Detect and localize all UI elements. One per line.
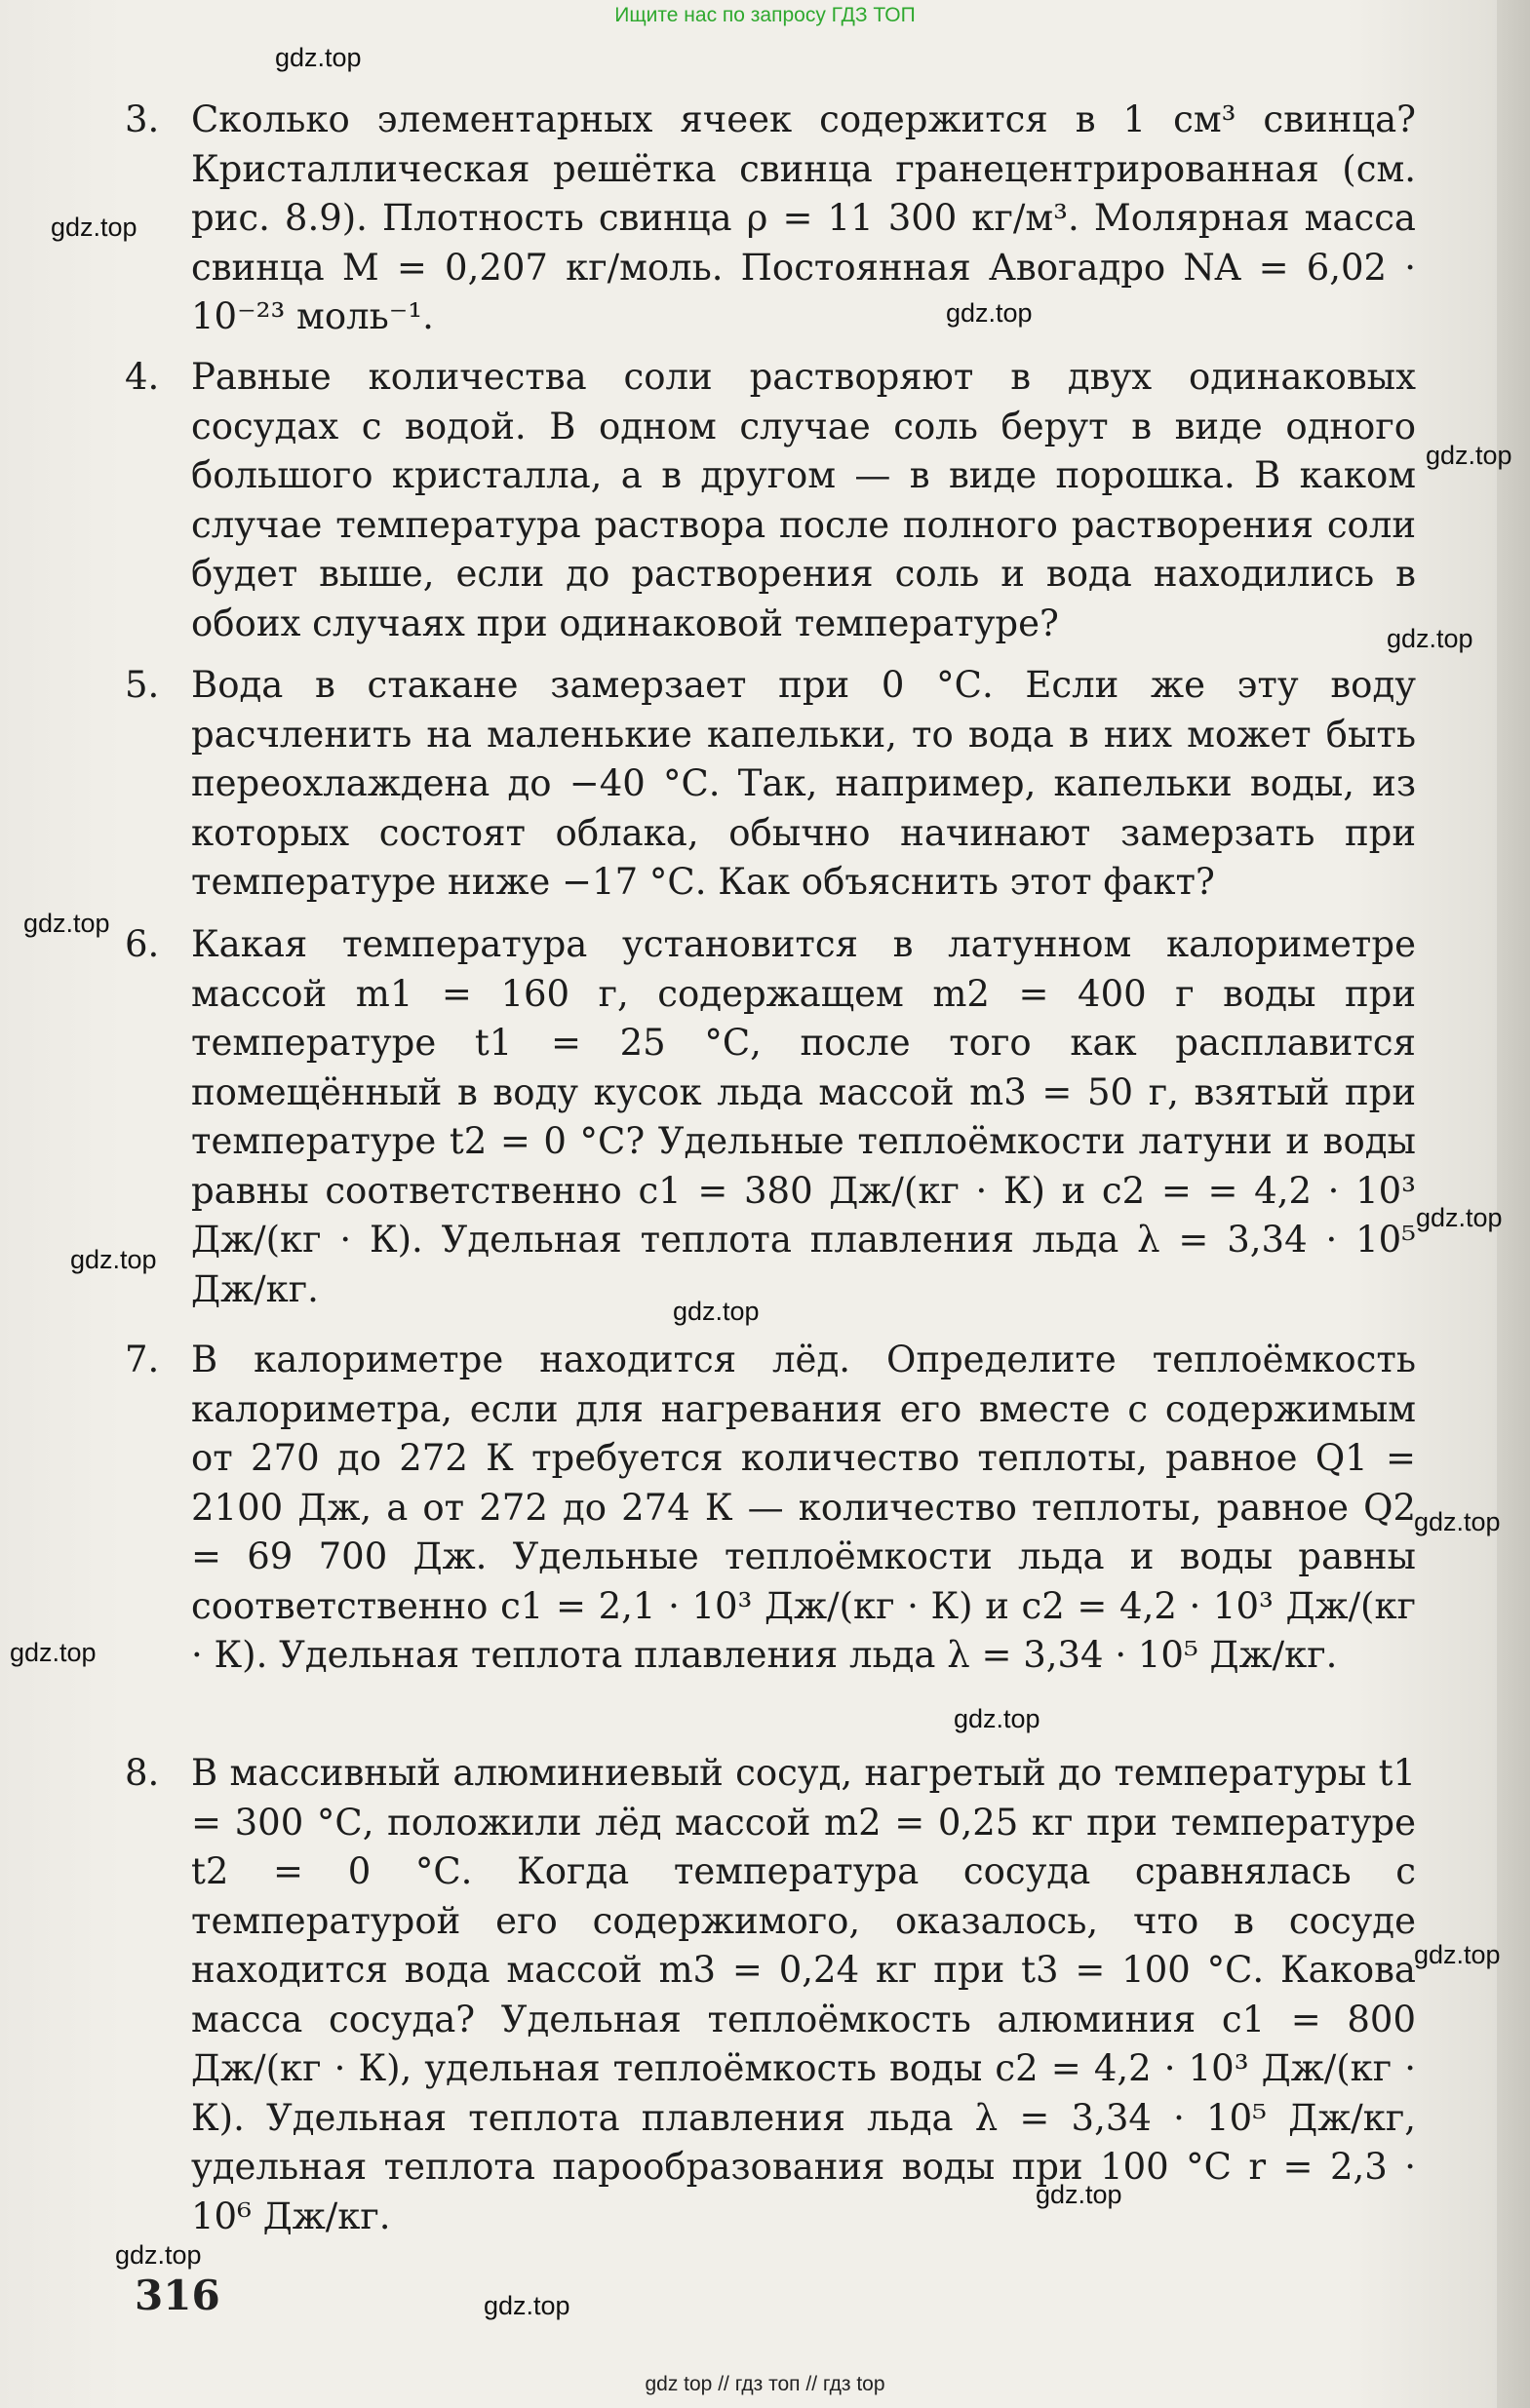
watermark: gdz.top bbox=[115, 2240, 202, 2270]
problem-number: 8. bbox=[125, 1752, 160, 1794]
watermark: gdz.top bbox=[1387, 624, 1473, 653]
top-banner-link[interactable]: Ищите нас по запросу ГДЗ ТОП bbox=[614, 4, 916, 26]
watermark: gdz.top bbox=[673, 1297, 760, 1326]
problem-number: 3. bbox=[125, 98, 160, 140]
watermark: gdz.top bbox=[1414, 1940, 1501, 1969]
watermark: gdz.top bbox=[1416, 1203, 1503, 1232]
bottom-banner-links[interactable]: gdz top // гдз топ // гдз top bbox=[645, 2373, 885, 2395]
problem-text: Равные количества соли растворяют в двух одинаковых сосудах с водой. В одном случае соль берут в виде одного большого кристалла, а в другом — в виде порошка. В каком случае температура раствора после полного растворения соли будет выше, если до растворения соль и вода находились в обоих случаях при одинаковой температуре? bbox=[191, 356, 1416, 644]
problem-8 bbox=[125, 1749, 1416, 2241]
watermark: gdz.top bbox=[1414, 1507, 1501, 1536]
watermark: gdz.top bbox=[70, 1245, 157, 1274]
watermark: gdz.top bbox=[954, 1704, 1040, 1733]
page-number: 316 bbox=[135, 2272, 220, 2319]
problem-text: В массивный алюминиевый сосуд, нагретый до температуры t1 = 300 °С, положили лёд массой m2 = 0,25 кг при температуре t2 = 0 °С. Когда температура сосуда сравнялась с температурой его содержимого, оказалось, что в сосуде находится вода массой m3 = 0,24 кг при t3 = 100 °С. Какова масса сосуда? Удельная теплоёмкость алюминия c1 = 800 Дж/(кг · К), удельная теплоёмкость воды c2 = 4,2 · 10³ Дж/(кг · К). Удельная теплота плавления льда λ = 3,34 · 10⁵ Дж/кг, удельная теплота парообразования воды при 100 °С r = 2,3 · 10⁶ Дж/кг. bbox=[191, 1752, 1416, 2237]
problem-text: В калориметре находится лёд. Определите теплоёмкость калориметра, если для нагревания его вместе с содержимым от 270 до 272 К требуется количество теплоты, равное Q1 = 2100 Дж, а от 272 до 274 К — количество теплоты, равное Q2 = 69 700 Дж. Удельные теплоёмкости льда и воды равны соответственно c1 = 2,1 · 10³ Дж/(кг · К) и c2 = 4,2 · 10³ Дж/(кг · К). Удельная теплота плавления льда λ = 3,34 · 10⁵ Дж/кг. bbox=[191, 1339, 1416, 1676]
problem-5 bbox=[125, 661, 1416, 908]
watermark: gdz.top bbox=[275, 43, 362, 72]
problem-number: 5. bbox=[125, 664, 160, 706]
watermark: gdz.top bbox=[484, 2291, 570, 2320]
problem-6 bbox=[125, 920, 1416, 1314]
problem-number: 7. bbox=[125, 1339, 160, 1380]
watermark: gdz.top bbox=[946, 298, 1033, 328]
problem-4 bbox=[125, 353, 1416, 648]
watermark: gdz.top bbox=[23, 909, 110, 938]
problem-3 bbox=[125, 96, 1416, 342]
problem-text: Вода в стакане замерзает при 0 °С. Если же эту воду расчленить на маленькие капельки, то вода в них может быть переохлаждена до −40 °С. Так, например, капельки воды, из которых состоят облака, обычно начинают замерзать при температуре ниже −17 °С. Как объяснить этот факт? bbox=[191, 664, 1416, 903]
problem-text: Какая температура установится в латунном калориметре массой m1 = 160 г, содержащем m2 = 400 г воды при температуре t1 = 25 °С, после того как расплавится помещённый в воду кусок льда массой m3 = 50 г, взятый при температуре t2 = 0 °С? Удельные теплоёмкости латуни и воды равны соответственно c1 = 380 Дж/(кг · К) и c2 = = 4,2 · 10³ Дж/(кг · К). Удельная теплота плавления льда λ = 3,34 · 10⁵ Дж/кг. bbox=[191, 923, 1416, 1310]
watermark: gdz.top bbox=[1426, 441, 1512, 470]
watermark: gdz.top bbox=[51, 213, 137, 242]
problem-7 bbox=[125, 1336, 1416, 1681]
problem-number: 4. bbox=[125, 356, 160, 398]
watermark: gdz.top bbox=[1036, 2180, 1122, 2209]
watermark: gdz.top bbox=[10, 1638, 97, 1667]
problem-number: 6. bbox=[125, 923, 160, 965]
problem-text: Сколько элементарных ячеек содержится в 1 см³ свинца? Кристаллическая решётка свинца гранецентрированная (см. рис. 8.9). Плотность свинца ρ = 11 300 кг/м³. Молярная масса свинца M = 0,207 кг/моль. Постоянная Авогадро NA = 6,02 · 10⁻²³ моль⁻¹. bbox=[191, 98, 1416, 337]
